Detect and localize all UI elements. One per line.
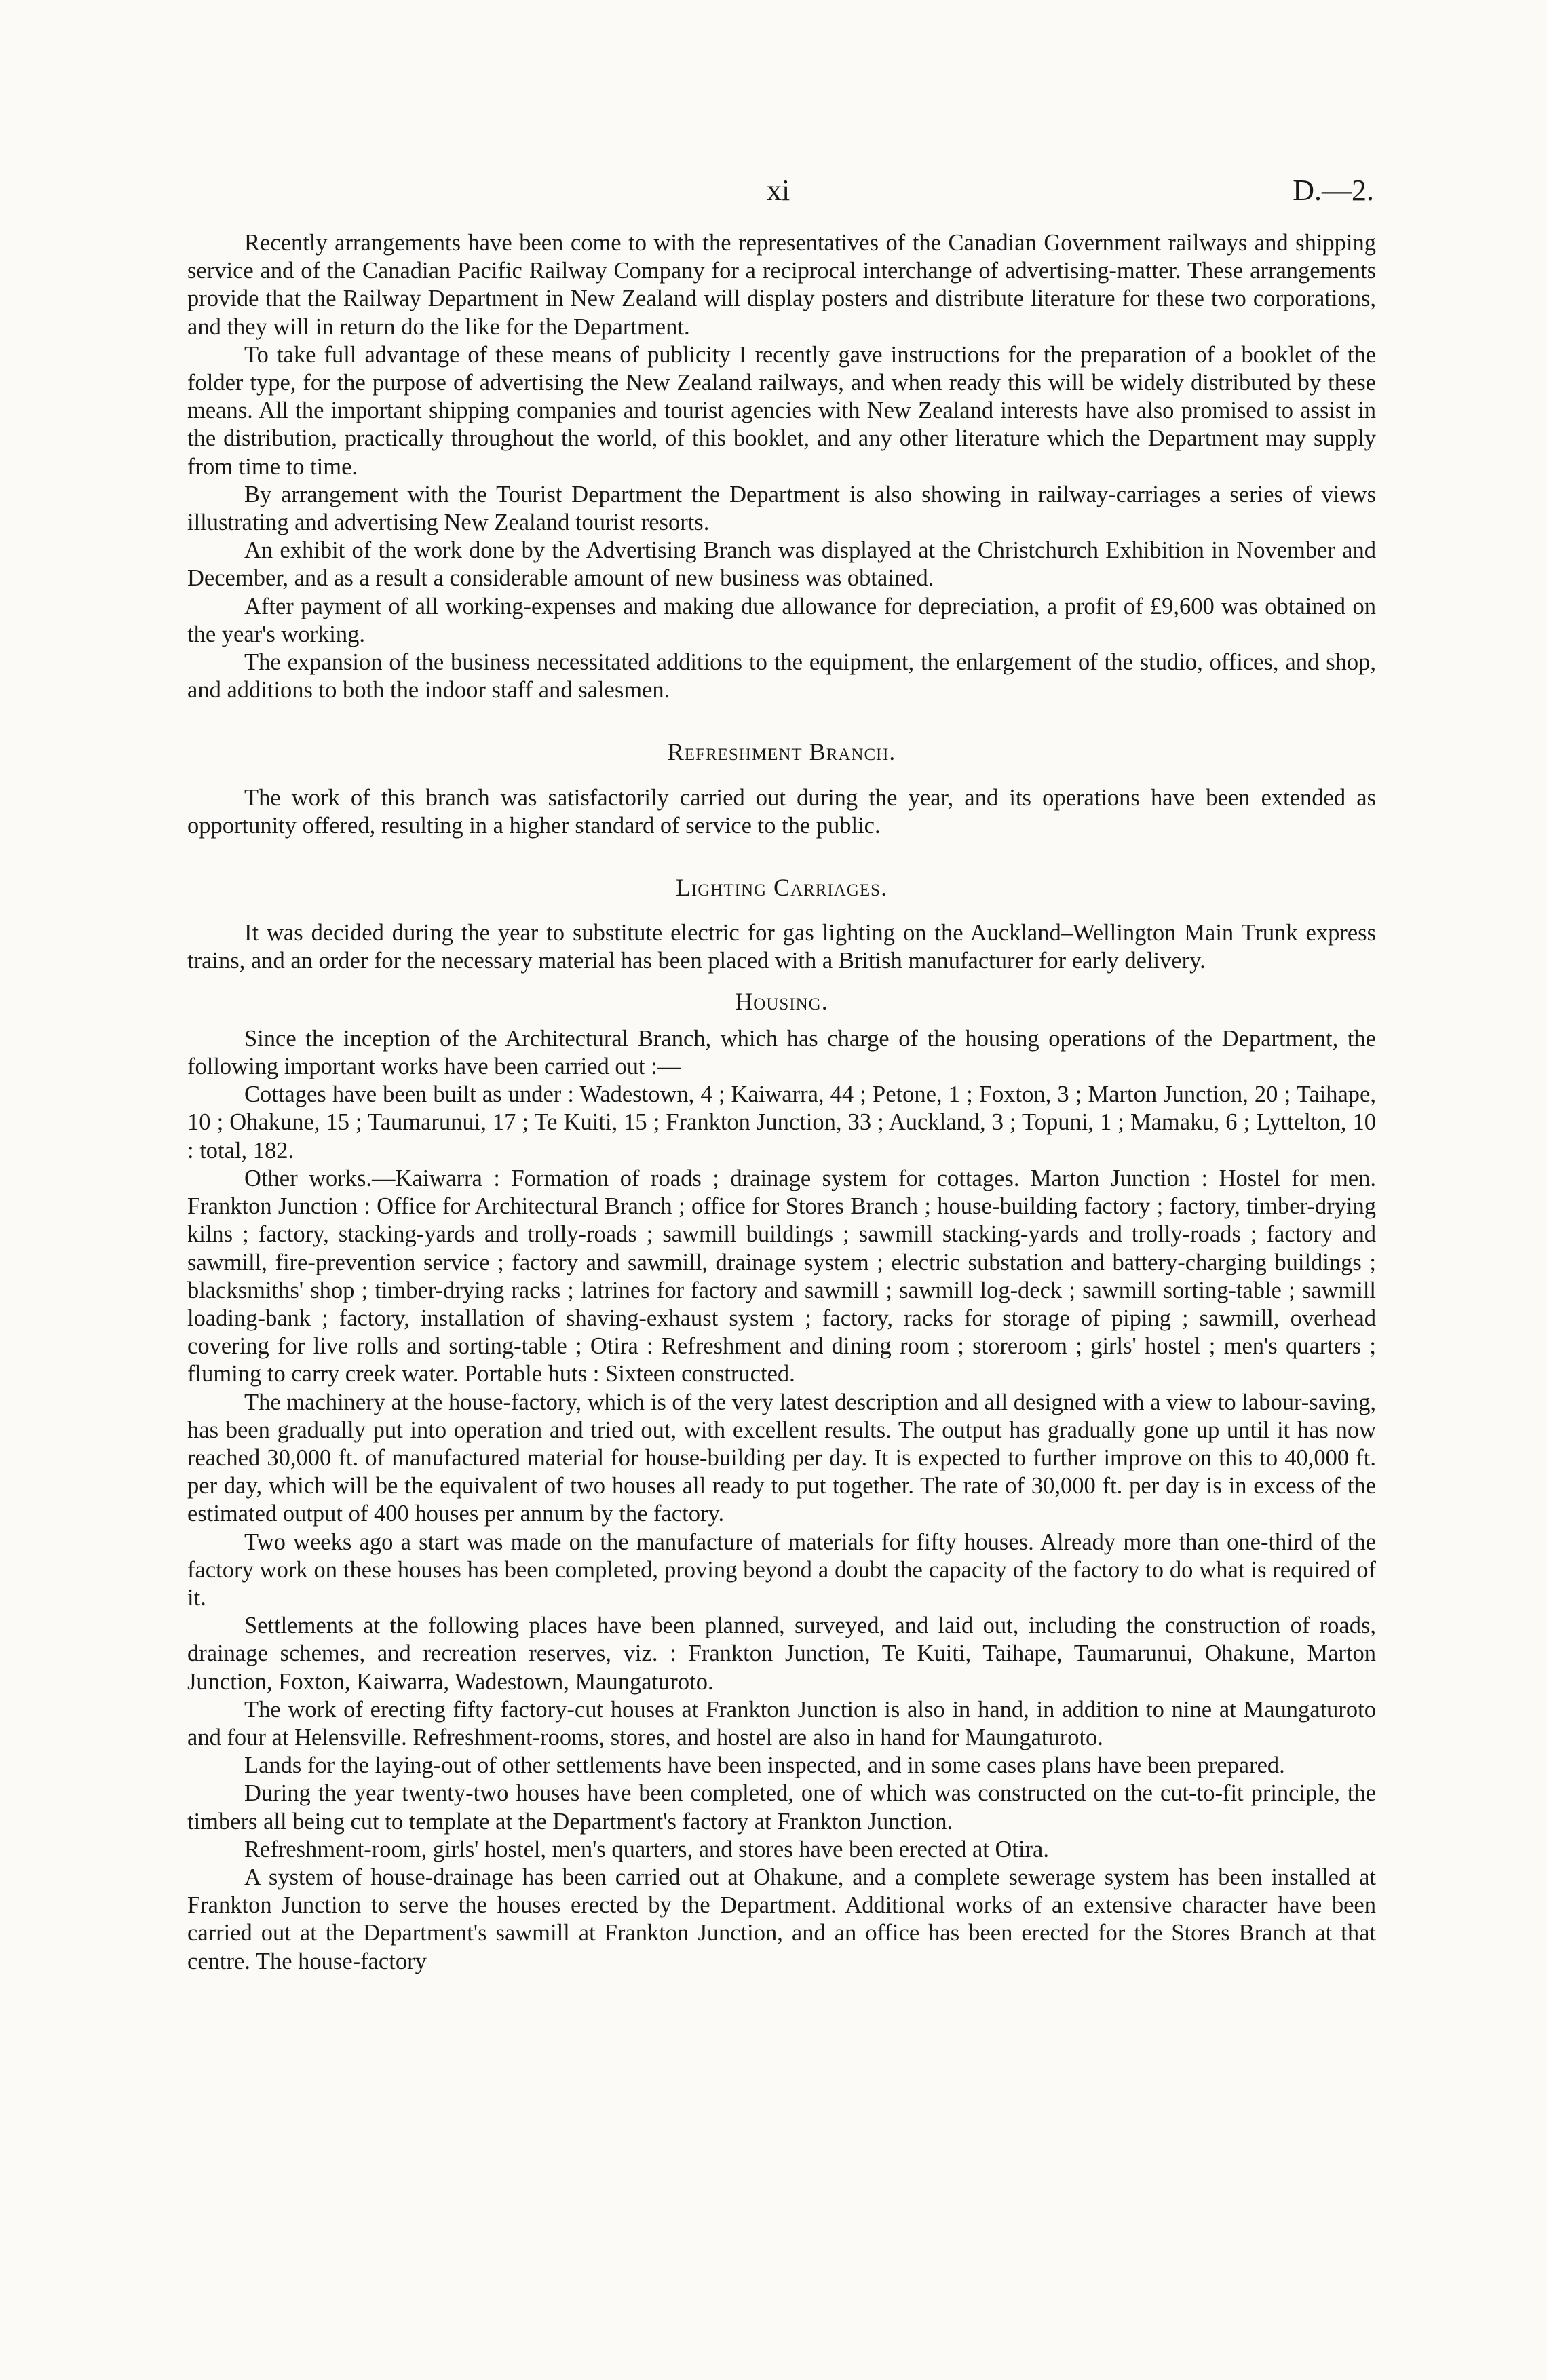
paragraph: The work of this branch was satisfactorily carried out during the year, and its operations have been extended as opportunity offered, resulting in a higher standard of service to the public. <box>187 784 1376 839</box>
paragraph: Since the inception of the Architectural Branch, which has charge of the housing operations of the Department, the following important works have been carried out :— <box>187 1025 1376 1080</box>
paragraph: An exhibit of the work done by the Advertising Branch was displayed at the Christchurch Exhibition in November and December, and as a result a considerable amount of new business was obtained. <box>187 537 1376 592</box>
paragraph: By arrangement with the Tourist Department the Department is also showing in railway-carriages a series of views illustrating and advertising New Zealand tourist resorts. <box>187 481 1376 536</box>
paragraph: Two weeks ago a start was made on the manufacture of materials for fifty houses. Already more than one-third of the factory work on these houses has been completed, proving beyond a doubt the capacity of the factory to do what is required of it. <box>187 1529 1376 1611</box>
paragraph: To take full advantage of these means of publicity I recently gave instructions for the preparation of a booklet of the folder type, for the purpose of advertising the New Zealand railways, and when ready this will be widely distributed by these means. All the important shipping companies and tourist agencies with New Zealand interests have also promised to assist in the distribution, practically throughout the world, of this booklet, and any other literature which the Department may supply from time to time. <box>187 341 1376 480</box>
paragraph: Settlements at the following places have been planned, surveyed, and laid out, including the construction of roads, drainage schemes, and recreation reserves, viz. : Frankton Junction, Te Kuiti, Taihape, Taumarunui, Ohakune, Marton Junction, Foxton, Kaiwarra, Wadestown, Maungaturoto. <box>187 1613 1376 1695</box>
paragraph: The work of erecting fifty factory-cut houses at Frankton Junction is also in hand, in addition to nine at Maungaturoto and four at Helensville. Refreshment-rooms, stores, and hostel are also in hand for Maungaturoto. <box>187 1696 1376 1750</box>
section-heading-refreshment: Refreshment Branch. <box>667 738 896 766</box>
document-body <box>187 229 1376 1976</box>
paragraph: The expansion of the business necessitated additions to the equipment, the enlargement of the studio, offices, and shop, and additions to both the indoor staff and salesmen. <box>187 649 1376 704</box>
page-header <box>0 173 1547 214</box>
section-heading-housing: Housing. <box>735 987 828 1015</box>
paragraph: During the year twenty-two houses have been completed, one of which was constructed on the cut-to-fit principle, the timbers all being cut to template at the Department's factory at Frankton Junction. <box>187 1780 1376 1835</box>
paragraph: The machinery at the house-factory, which is of the very latest description and all designed with a view to labour-saving, has been gradually put into operation and tried out, with excellent results. The output has gradually gone up until it has now reached 30,000 ft. of manufactured material for house-building per day. It is expected to further improve on this to 40,000 ft. per day, which will be the equivalent of two houses all ready to put together. The rate of 30,000 ft. per day is in excess of the estimated output of 400 houses per annum by the factory. <box>187 1389 1376 1527</box>
section-heading-lighting: Lighting Carriages. <box>675 874 888 902</box>
paragraph: Refreshment-room, girls' hostel, men's quarters, and stores have been erected at Otira. <box>244 1836 1049 1862</box>
document-reference: D.—2. <box>1293 174 1374 207</box>
paragraph: Cottages have been built as under : Wadestown, 4 ; Kaiwarra, 44 ; Petone, 1 ; Foxton, 3 ; Marton Junction, 20 ; Taihape, 10 ; Ohakune, 15 ; Taumarunui, 17 ; Te Kuiti, 15 ; Frankton Junction, 33 ; Auckland, 3 ; Topuni, 1 ; Mamaku, 6 ; Lyttelton, 10 : total, 182. <box>187 1081 1376 1164</box>
paragraph: Recently arrangements have been come to with the representatives of the Canadian Government railways and shipping service and of the Canadian Pacific Railway Company for a reciprocal interchange of advertising-matter. These arrangements provide that the Railway Department in New Zealand will display posters and distribute literature for these two corporations, and they will in return do the like for the Department. <box>187 230 1376 340</box>
paragraph: It was decided during the year to substitute electric for gas lighting on the Auckland–Wellington Main Trunk express trains, and an order for the necessary material has been placed with a British manufacturer for early delivery. <box>187 920 1376 974</box>
paragraph: After payment of all working-expenses and making due allowance for depreciation, a profit of £9,600 was obtained on the year's working. <box>187 593 1376 647</box>
paragraph: A system of house-drainage has been carried out at Ohakune, and a complete sewerage system has been installed at Frankton Junction to serve the houses erected by the Department. Additional works of an extensive character have been carried out at the Department's sawmill at Frankton Junction, and an office has been erected for the Stores Branch at that centre. The house-factory <box>187 1864 1376 1974</box>
paragraph: Lands for the laying-out of other settlements have been inspected, and in some cases plans have been prepared. <box>244 1752 1285 1779</box>
page-number: xi <box>767 174 790 207</box>
paragraph: Other works.—Kaiwarra : Formation of roads ; drainage system for cottages. Marton Junction : Hostel for men. Frankton Junction : Office for Architectural Branch ; office for Stores Branch ; house-building factory ; factory, timber-drying kilns ; factory, stacking-yards and trolly-roads ; sawmill buildings ; sawmill stacking-yards and trolly-roads ; factory and sawmill, fire-prevention service ; factory and sawmill, drainage system ; electric substation and battery-charging buildings ; blacksmiths' shop ; timber-drying racks ; latrines for factory and sawmill ; sawmill log-deck ; sawmill sorting-table ; sawmill loading-bank ; factory, installation of shaving-exhaust system ; factory, racks for storage of piping ; sawmill, overhead covering for live rolls and sorting-table ; Otira : Refreshment and dining room ; storeroom ; girls' hostel ; men's quarters ; fluming to carry creek water. Portable huts : Sixteen constructed. <box>187 1165 1376 1387</box>
